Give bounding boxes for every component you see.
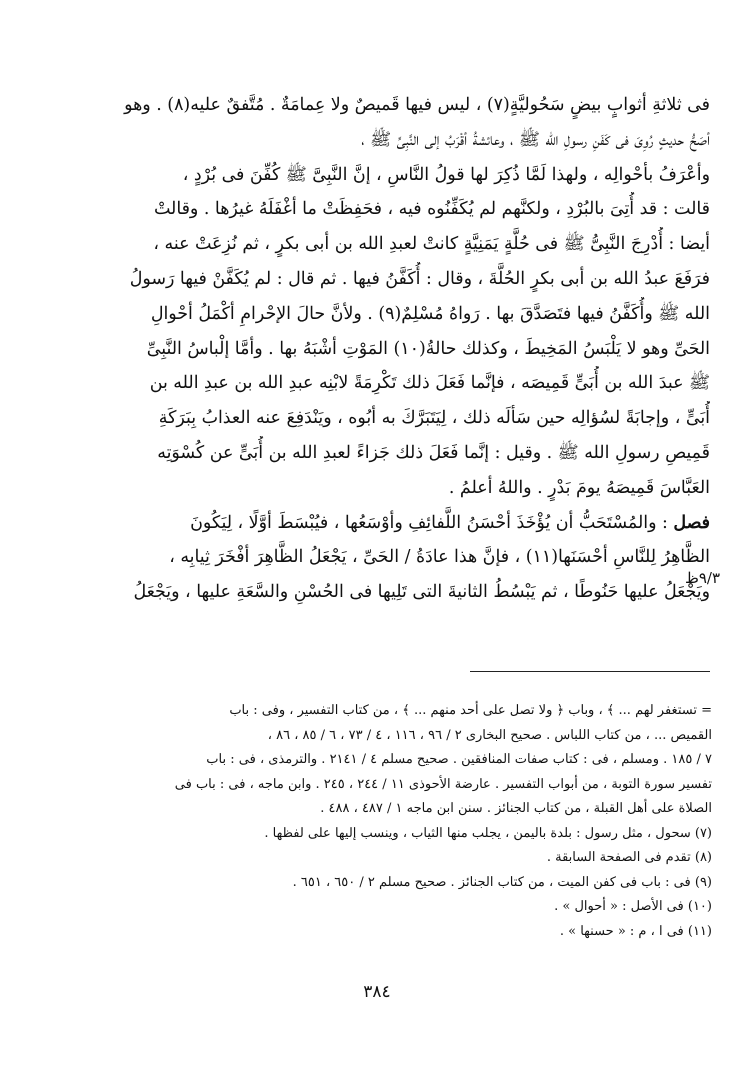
footnote-10: (١٠) فى الأصل : « أحوال » . — [554, 899, 712, 914]
text-line-3: وأعْرَفُ بأحْوالِه ، ولهذا لَمَّا ذُكِرَ لها قولُ النَّاسِ ، إنَّ النَّبِىَّ ﷺ كُفِّنَ فى بُرْدٍ ، — [182, 164, 710, 185]
footnote-7: (٧) سحول ، مثل رسول : بلدة باليمن ، يجلب منها الثياب ، وينسب إليها على لفظها . — [264, 825, 712, 841]
manuscript-folio-reference: ٩/٣ظ — [684, 569, 720, 587]
text-line-6: فرَفَعَ عبدُ الله بن أبى بكرٍ الحُلَّةَ ، وقال : أُكَفَّنُ فيها . ثم قال : لم يُكَفَّنْ فيها رَسولُ — [129, 268, 710, 289]
text-line-1: فى ثلاثةِ أثوابٍ بيضٍ سَحُوليَّةٍ(٧) ، ليس فيها قَميصٌ ولا عِمامَةٌ . مُتَّفقٌ عليه(٨) . وهو — [124, 95, 710, 115]
section-heading-fasl: فصل — [673, 512, 710, 533]
footnote-line: = تستغفر لهم ... ﴾ ، وباب ﴿ ولا تصل على أحد منهم ... ﴾ ، من كتاب التفسير ، وفى : باب — [229, 703, 712, 718]
text-line-11: قَمِيصِ رسولِ الله ﷺ . وقيل : إنَّما فَعَلَ ذلك جَزاءً لعبدِ الله بن أُبَىٍّ عن كُسْوَتِه — [157, 442, 710, 463]
fasl-line-2: الظَّاهِرُ لِلنَّاسِ أحْسَنَها(١١) ، فإنَّ هذا عادَةُ / الحَىِّ ، يَجْعَلُ الظَّاهِرَ أفْخَرَ ثِيابِه ، — [169, 547, 710, 568]
footnote-9: (٩) فى : باب فى كفن الميت ، من كتاب الجنائز . صحيح مسلم ٢ / ٦٥٠ ، ٦٥١ . — [292, 874, 712, 890]
text-line-9: ﷺ عبدَ الله بن أُبَىٍّ قَمِيصَه ، فإنَّما فَعَلَ ذلك تَكْرِمَةً لابْنِه عبدِ الله بن عبدِ الله بن — [149, 373, 710, 394]
text-line-10: أُبَىٍّ ، وإجابَةً لسُؤالِه حين سَألَه ذلك ، لِيَتَبَرَّكَ به أبُوه ، ويَنْدَفِعَ عنه العذابُ بِبَرَكَةِ — [158, 408, 710, 429]
footnote-line: تفسير سورة التوبة ، من أبواب التفسير . عارضة الأحوذى ١١ / ٢٤٤ ، ٢٤٥ . وابن ماجه ، فى : باب فى — [174, 776, 712, 792]
text-line-4: قالت : قد أُتِىَ بالبُرْدِ ، ولكنَّهم لم يُكَفِّنُوه فيه ، فحَفِظَتْ ما أغْفَلَهُ غيرُها . وقالتْ — [153, 199, 710, 220]
text-line-12: العَبَّاسَ قَمِيصَهُ يومَ بَدْرٍ . واللهُ أعلمُ . — [448, 477, 710, 498]
fasl-line-1-text: : والمُسْتَحَبُّ أن يُؤْخَذَ أحْسَنُ اللَّفائِفِ وأوْسَعُها ، فيُبْسَطَ أوَّلًا ، لِيَكُونَ — [190, 512, 668, 533]
footnote-8: (٨) تقدم فى الصفحة السابقة . — [546, 850, 712, 865]
text-line-5: أيضا : أُدْرِجَ النَّبِىُّ ﷺ فى حُلَّةٍ يَمَنِيَّةٍ كانتْ لعبدِ الله بن أبى بكرٍ ، ثم نُزِعَتْ عنه ، — [153, 234, 710, 255]
fasl-line-1 — [92, 506, 710, 541]
footnote-divider — [470, 671, 710, 672]
footnote-line: الصلاة على أهل القبلة ، من كتاب الجنائز . سنن ابن ماجه ١ / ٤٨٧ ، ٤٨٨ . — [320, 801, 712, 816]
text-line-2: أصَحُّ حديثٍ رُوِىَ فى كَفَنِ رسولِ الله ﷺ ، وعائشةُ أقْرَبُ إلى النَّبِىِّ ﷺ ، — [361, 129, 710, 150]
footnote-line: ٧ / ١٨٥ . ومسلم ، فى : كتاب صفات المنافقين . صحيح مسلم ٤ / ٢١٤١ . والترمذى ، فى : باب — [206, 752, 712, 767]
main-text — [92, 88, 710, 610]
text-line-7: الله ﷺ وأُكَفَّنُ فيها فتَصَدَّقَ بها . رَواهُ مُسْلِمٌ(٩) . ولأنَّ حالَ الإحْرامِ أكْمَلُ أحْوالِ — [150, 303, 710, 324]
footnote-11: (١١) فى ا ، م : « حسنها » . — [559, 923, 712, 939]
footnote-line: القميص ... ، من كتاب اللباس . صحيح البخارى ٢ / ٩٦ ، ١١٦ ، ٤ / ٧٣ ، ٦ / ٨٥ ، ٨٦ ، — [267, 727, 712, 743]
footnotes — [72, 699, 712, 944]
fasl-line-3: ويَجْعَلُ عليها حَنُوطًا ، ثم يَبْسُطُ الثانيةَ التى تَلِيها فى الحُسْنِ والسَّعَةِ عليها ، ويَجْعَلُ — [133, 582, 710, 603]
text-line-8: الحَىِّ وهو لا يَلْبَسُ المَخِيطَ ، وكذلك حالةُ(١٠) المَوْتِ أشْبَهُ بها . وأمَّا إلْباسُ النَّبِىِّ — [146, 338, 710, 359]
page-number: ٣٨٤ — [363, 982, 391, 1002]
